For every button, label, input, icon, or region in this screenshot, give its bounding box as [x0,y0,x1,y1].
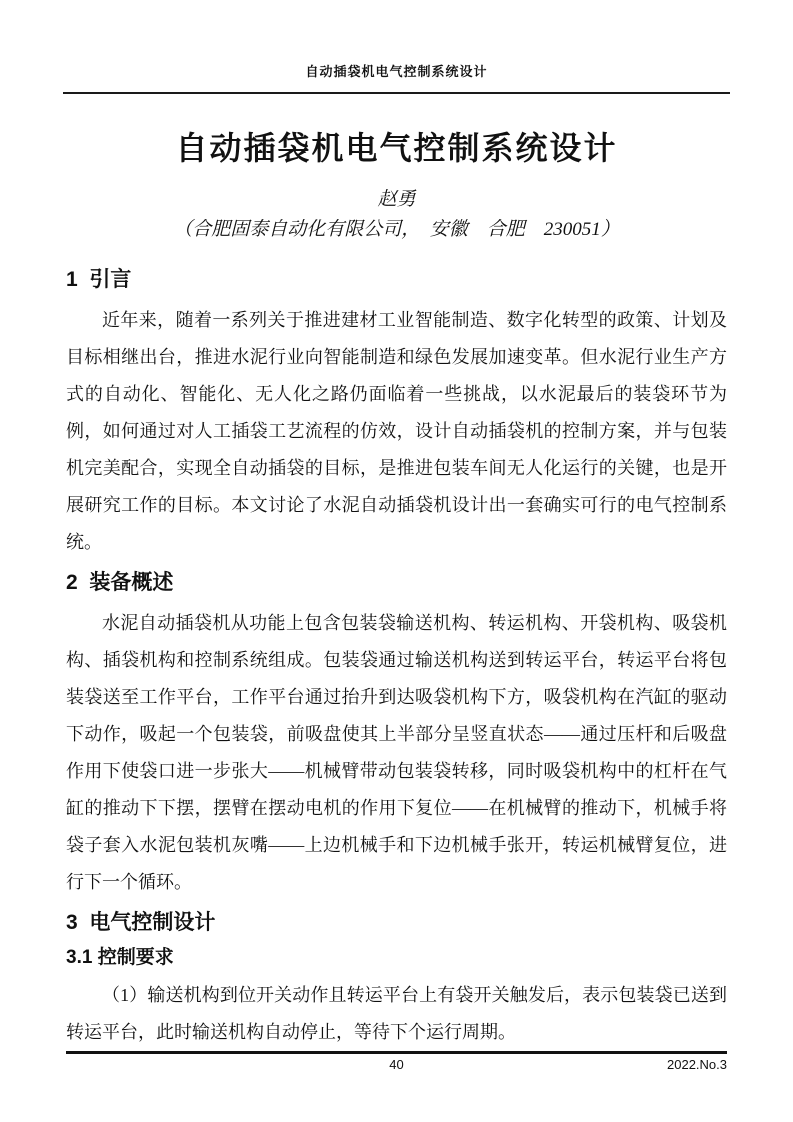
paragraph-control-requirement-1: （1）输送机构到位开关动作且转运平台上有袋开关触发后，表示包装袋已送到转运平台，此时输送机构自动停止，等待下个运行周期。 [66,985,727,1042]
section-heading-electrical-control-design: 3 电气控制设计 [66,911,216,934]
section-heading-equipment-overview: 2 装备概述 [66,571,174,594]
page-number: 40 [389,1057,404,1072]
paragraph-introduction: 近年来，随着一系列关于推进建材工业智能制造、数字化转型的政策、计划及目标相继出台，推进水泥行业向智能制造和绿色发展加速变革。但水泥行业生产方式的自动化、智能化、无人化之路仍面临着一些挑战，以水泥最后的装袋环节为例，如何通过对人工插袋工艺流程的仿效，设计自动插袋机的控制方案，并与包装机完美配合，实现全自动插袋的目标，是推进包装车间无人化运行的关键，也是开展研究工作的目标。本文讨论了水泥自动插袋机设计出一套确实可行的电气控制系统。 [66,310,727,552]
footer-rule [66,1051,727,1054]
paper-title: 自动插袋机电气控制系统设计 [175,130,618,166]
page-header [0,0,793,94]
footer-row [66,1057,727,1077]
issue-label: 2022.No.3 [667,1057,727,1072]
section-heading-introduction: 1 引言 [66,268,132,291]
paragraph-equipment-overview: 水泥自动插袋机从功能上包含包装袋输送机构、转运机构、开袋机构、吸袋机构、插袋机构和控制系统组成。包装袋通过输送机构送到转运平台，转运平台将包装袋送至工作平台，工作平台通过抬升到达吸袋机构下方，吸袋机构在汽缸的驱动下动作，吸起一个包装袋，前吸盘使其上半部分呈竖直状态——通过压杆和后吸盘作用下使袋口进一步张大——机械臂带动包装袋转移，同时吸袋机构中的杠杆在气缸的推动下下摆，摆臂在摆动电机的作用下复位——在机械臂的推动下，机械手将袋子套入水泥包装机灰嘴——上边机械手和下边机械手张开，转运机械臂复位，进行下一个循环。 [66,613,727,892]
header-rule [63,92,730,94]
page-footer [66,1051,727,1077]
subsection-heading-control-requirements: 3.1 控制要求 [66,947,174,968]
author-affiliation: （合肥固泰自动化有限公司， 安徽 合肥 230051） [173,219,620,240]
author-name: 赵勇 [377,189,416,210]
running-head-title: 自动插袋机电气控制系统设计 [305,64,488,79]
paper-body [66,266,727,1051]
